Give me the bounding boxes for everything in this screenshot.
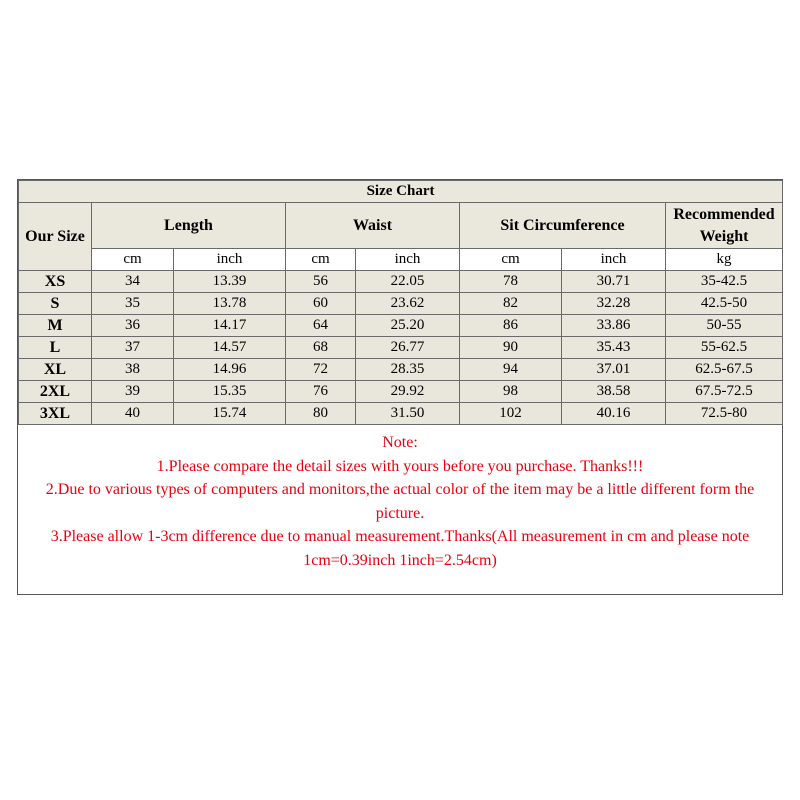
table-cell: 82 [460,293,562,315]
table-cell: 67.5-72.5 [666,381,783,403]
table-row [19,293,783,315]
table-cell: 94 [460,359,562,381]
table-cell: 60 [286,293,356,315]
table-cell: 36 [92,315,174,337]
size-table [18,180,783,425]
table-cell: 23.62 [356,293,460,315]
unit-cell: cm [92,249,174,271]
table-cell: 14.17 [174,315,286,337]
note-line: 1.Please compare the detail sizes with yours before you purchase. Thanks!!! [156,457,644,475]
table-cell: 29.92 [356,381,460,403]
table-cell: 13.78 [174,293,286,315]
note-line: 3.Please allow 1-3cm difference due to manual measurement.Thanks(All measurement in cm and please note 1cm=0.39inch 1inch=2.54cm) [50,528,750,569]
notes-section [18,424,782,594]
table-cell: 13.39 [174,271,286,293]
table-cell: 102 [460,403,562,425]
size-label: S [19,293,92,315]
header-length: Length [92,203,286,249]
table-cell: 33.86 [562,315,666,337]
size-chart [17,179,783,595]
size-label: 2XL [19,381,92,403]
table-cell: 35.43 [562,337,666,359]
table-row [19,315,783,337]
table-cell: 26.77 [356,337,460,359]
table-cell: 22.05 [356,271,460,293]
table-row [19,403,783,425]
table-cell: 68 [286,337,356,359]
table-row [19,337,783,359]
table-cell: 14.96 [174,359,286,381]
table-cell: 35-42.5 [666,271,783,293]
table-row [19,381,783,403]
table-row [19,271,783,293]
table-cell: 31.50 [356,403,460,425]
header-waist: Waist [286,203,460,249]
table-cell: 72.5-80 [666,403,783,425]
table-cell: 30.71 [562,271,666,293]
table-cell: 80 [286,403,356,425]
notes-heading: Note: [382,434,418,451]
table-cell: 32.28 [562,293,666,315]
table-cell: 39 [92,381,174,403]
table-cell: 25.20 [356,315,460,337]
header-recommended-weight: Recommended Weight [666,203,783,249]
size-label: XL [19,359,92,381]
table-cell: 86 [460,315,562,337]
unit-cell: cm [286,249,356,271]
table-row [19,359,783,381]
table-cell: 56 [286,271,356,293]
table-cell: 90 [460,337,562,359]
size-label: L [19,337,92,359]
table-cell: 15.35 [174,381,286,403]
table-cell: 40 [92,403,174,425]
table-cell: 76 [286,381,356,403]
table-cell: 34 [92,271,174,293]
table-cell: 35 [92,293,174,315]
header-sit-circumference: Sit Circumference [460,203,666,249]
unit-cell: inch [356,249,460,271]
header-our-size: Our Size [19,203,92,271]
unit-cell: inch [562,249,666,271]
table-cell: 50-55 [666,315,783,337]
table-cell: 14.57 [174,337,286,359]
size-label: M [19,315,92,337]
size-rows [19,271,783,425]
unit-cell: inch [174,249,286,271]
unit-cell: cm [460,249,562,271]
table-cell: 37.01 [562,359,666,381]
table-cell: 98 [460,381,562,403]
table-cell: 28.35 [356,359,460,381]
table-title: Size Chart [19,181,783,203]
table-cell: 38 [92,359,174,381]
unit-cell: kg [666,249,783,271]
table-cell: 37 [92,337,174,359]
table-cell: 55-62.5 [666,337,783,359]
table-cell: 78 [460,271,562,293]
table-cell: 72 [286,359,356,381]
note-line: 2.Due to various types of computers and monitors,the actual color of the item may be a little different form the picture. [45,481,755,522]
table-cell: 38.58 [562,381,666,403]
table-cell: 15.74 [174,403,286,425]
size-label: 3XL [19,403,92,425]
table-cell: 64 [286,315,356,337]
table-cell: 42.5-50 [666,293,783,315]
size-label: XS [19,271,92,293]
table-cell: 40.16 [562,403,666,425]
table-cell: 62.5-67.5 [666,359,783,381]
